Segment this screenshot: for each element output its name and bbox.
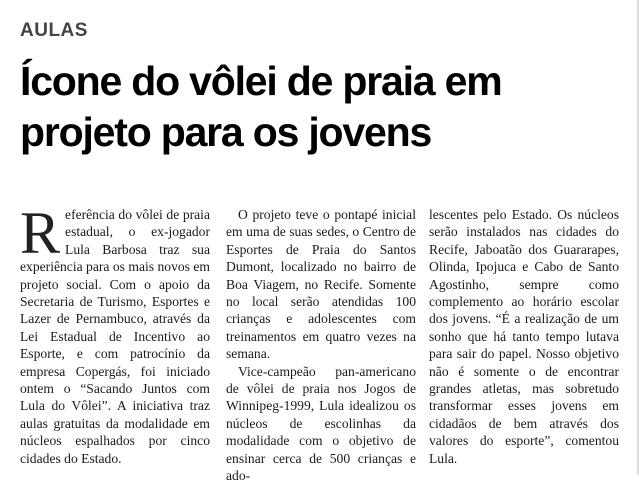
article-column-2 — [226, 206, 416, 485]
section-kicker: AULAS — [20, 20, 88, 41]
article-column-1 — [20, 200, 210, 467]
paragraph: lescentes pelo Estado. Os núcleos serão instalados nas cidades do Recife, Jaboatão dos Guararapes, Olinda, Ipojuca e Cabo de Santo Agostinho, sempre como complemento ao horário escolar dos jovens. “É a realização de um sonho que há tanto tempo lutava para sair do papel. Nosso objetivo não é somente o de encontrar grandes atletas, mas sobretudo transformar esses jovens em cidadãos de bem através dos valores do esporte”, comentou Lula. — [429, 207, 619, 466]
article-column-3 — [429, 206, 619, 467]
paragraph — [20, 200, 210, 467]
paragraph: Vice-campeão pan-americano de vôlei de praia nos Jogos de Winnipeg-1999, Lula idealizou os núcleos de escolinhas da modalidade com o objetivo de ensinar cerca de 500 crianças e ado- — [226, 363, 416, 484]
drop-cap: R — [20, 200, 61, 266]
headline: Ícone do vôlei de praia em projeto para os jovens — [20, 58, 502, 155]
paragraph: O projeto teve o pontapé inicial em uma de suas sedes, o Centro de Esportes de Praia do Santos Dumont, localizado no bairro de Boa Viagem, no Recife. Somente no local serão atendidas 100 crianças e adolescentes com treinamentos em quatro vezes na semana. — [226, 207, 416, 362]
paragraph-text: eferência do vôlei de praia estadual, o ex-jogador Lula Barbosa traz sua experiência para os mais novos em projeto social. Com o apoio da Secretaria de Turismo, Esportes e Lazer de Pernambuco, através da Lei Estadual de Incentivo ao Esporte, e com patrocínio da empresa Copergás, foi iniciado ontem o “Sacando Juntos com Lula do Vôlei”. A iniciativa traz aulas gratuitas da modalidade em núcleos espalhados por cinco cidades do Estado. — [20, 207, 210, 466]
